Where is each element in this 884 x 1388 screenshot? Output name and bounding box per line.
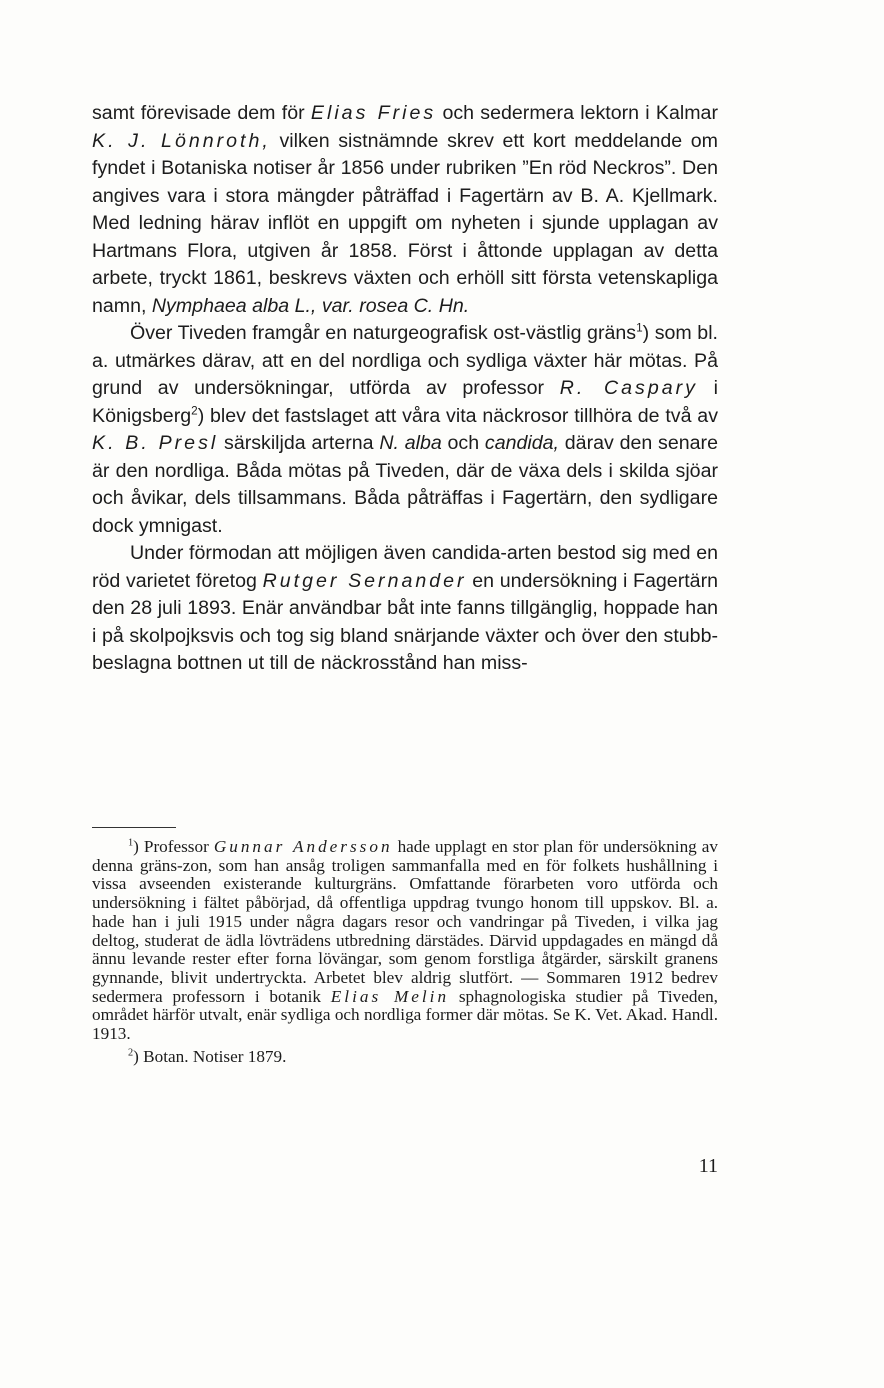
page-number: 11: [698, 1155, 718, 1177]
footnote-2: [92, 1048, 718, 1067]
footnote-ref: 1: [636, 321, 643, 335]
spaced-name: Gunnar Andersson: [213, 837, 393, 856]
footnote-divider: [92, 827, 176, 828]
text-run: och: [441, 432, 485, 454]
footnote-1: [92, 838, 718, 1044]
footnote-mark: 2: [128, 1047, 134, 1058]
text-run: hade upplagt en stor plan för undersökning av denna gräns-zon, som han ansåg troligen sammanfalla med en för folkets hushållning i vissa avseenden existerande kulturgräns. Omfattande förarbeten voro utförda och undersökning i fältet påbörjad, då offentliga uppdrag tvungo honom till uppskov. Bl. a. hade han i juli 1915 under några dagars resor och vandringar på Tiveden, i vilka jag deltog, studerat de ädla lövträdens utbredning därstädes. Därvid uppdagades en mängd då ännu levande rester efter forna lövängar, som genom forstliga åtgärder, särskilt granens gynnande, blivit undertryckta. Arbetet blev aldrig slutfört. — Sommaren 1912 bedrev sedermera professorn i botanik: [92, 837, 718, 1006]
spaced-name: R. Caspary: [559, 377, 698, 399]
species-name: N. alba: [379, 432, 442, 454]
paragraph-2: [92, 320, 718, 540]
body-text: [92, 100, 718, 678]
text-run: ) som bl. a. utmärkes därav, att en del nordliga och sydliga växter här mötas. På grund av undersökningar, utförda av professor: [92, 322, 718, 399]
footnote-mark: 1: [128, 837, 134, 849]
species-name: Nymphaea alba L., var. rosea C. Hn.: [151, 294, 470, 317]
spaced-name: K. B. Presl: [92, 432, 219, 454]
footnotes: [92, 838, 718, 1066]
text-run: ) blev det fastslaget att våra vita näckrosor tillhöra de två av: [197, 404, 718, 427]
spaced-name: Elias Fries: [310, 102, 437, 124]
text-run: ) Professor: [133, 837, 214, 856]
spaced-name: Rutger Sernander: [262, 569, 467, 592]
text-run: Under förmodan att möjligen även candida-arten bestod sig med en röd varietet företog: [92, 542, 718, 592]
text-run: Över Tiveden framgår en naturgeografisk ost-västlig gräns: [130, 322, 637, 344]
footnote-ref: 2: [191, 403, 198, 417]
text-run: och sedermera lektorn i Kalmar: [436, 102, 718, 124]
paragraph-1: [92, 100, 718, 320]
spaced-name: Elias Melin: [330, 986, 450, 1006]
text-run: vilken sistnämnde skrev ett kort meddelande om fyndet i Botaniska notiser år 1856 under rubriken ”En röd Neckros”. Den angives vara i stora mängder påträffad i Fagertärn av B. A. Kjellmark. Med ledning härav inflöt en uppgift om nyheten i sjunde upplagan av Hartmans Flora, utgiven år 1858. Först i åttonde upplagan av detta arbete, tryckt 1861, beskrevs växten och erhöll sitt första vetenskapliga namn,: [92, 129, 718, 317]
text-run: sphagnologiska studier på Tiveden, området härför utvalt, enär sydliga och nordliga former där mötas. Se K. Vet. Akad. Handl. 1913.: [92, 986, 718, 1044]
text-run: i Königsberg: [92, 377, 719, 427]
text-run: samt förevisade dem för: [92, 102, 311, 124]
species-name: candida,: [484, 432, 559, 454]
spaced-name: K. J. Lönnroth,: [92, 129, 271, 152]
paragraph-3: [92, 540, 718, 678]
text-run: ) Botan. Notiser 1879.: [133, 1046, 287, 1066]
text-run: därav den senare är den nordliga. Båda mötas på Tiveden, där de växa dels i skilda sjöar och åvikar, dels tillsammans. Båda påträffas i Fagertärn, den sydligare dock ymnigast.: [92, 432, 718, 537]
text-run: särskiljda arterna: [218, 432, 380, 454]
text-run: en undersökning i Fagertärn den 28 juli 1893. Enär användbar båt inte fanns tillgänglig, hoppade han i på skolpojksvis och tog sig bland snärjande växter och över den stubb-beslagna bottnen ut till de näckrosstånd han miss-: [92, 569, 718, 674]
